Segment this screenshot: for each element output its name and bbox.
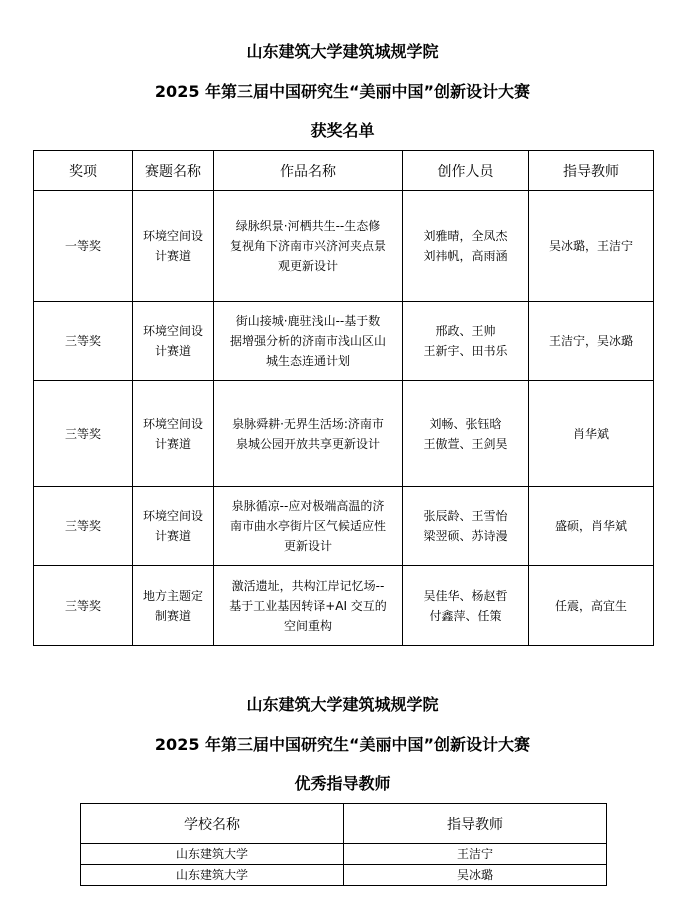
track-line: 环境空间设 [142,229,203,243]
advisor-cell: 肖华斌 [529,381,654,487]
work-line: 城生态连通计划 [265,354,350,368]
track-cell [133,191,214,302]
creators-line: 付鑫萍、任策 [429,608,502,623]
teacher-cell: 吴冰璐 [344,865,607,886]
school-title: 山东建筑大学建筑城规学院 [246,42,439,61]
award-cell: 三等奖 [34,302,133,381]
work-cell [214,566,403,646]
advisor-cell: 吴冰璐，王洁宁 [529,191,654,302]
header-teacher: 指导教师 [344,804,607,844]
creators-line: 吴佳华、杨赵哲 [423,588,508,603]
contest-title-2: 2025 年第三届中国研究生“美丽中国”创新设计大赛 [154,735,531,754]
advisor-table-header [81,804,607,844]
work-line: 空间重构 [283,618,332,633]
work-line: 南市曲水亭街片区气候适应性 [229,519,386,533]
table-row [34,566,654,646]
creators-line: 邢政、王帅 [435,324,496,338]
creators-cell [403,381,529,487]
work-line: 泉脉舜耕·无界生活场:济南市 [232,416,384,431]
work-line: 观更新设计 [277,259,338,273]
work-line: 基于工业基因转译+AI 交互的 [229,598,387,613]
track-cell [133,487,214,566]
award-cell: 三等奖 [34,566,133,646]
school-title-2: 山东建筑大学建筑城规学院 [246,695,439,714]
work-cell [214,302,403,381]
award-cell: 三等奖 [34,381,133,487]
school-cell: 山东建筑大学 [81,865,344,886]
work-cell [214,487,403,566]
advisor-cell: 任震，高宜生 [529,566,654,646]
contest-title: 2025 年第三届中国研究生“美丽中国”创新设计大赛 [154,82,531,101]
advisor-heading: 优秀指导教师 [294,774,391,793]
work-cell [214,191,403,302]
header-school: 学校名称 [81,804,344,844]
work-line: 据增强分析的济南市浅山区山 [229,334,386,348]
table-row [34,302,654,381]
table-row [34,487,654,566]
track-line: 计赛道 [154,249,191,263]
creators-line: 刘雅晴，全凤杰 [423,229,508,243]
advisor-table [80,803,607,886]
school-cell: 山东建筑大学 [81,844,344,865]
table-row [34,381,654,487]
header-award: 奖项 [34,151,133,191]
creators-line: 王新宇、田书乐 [423,344,508,358]
creators-cell [403,487,529,566]
table-row [81,865,607,886]
advisor-cell: 王洁宁，吴冰璐 [529,302,654,381]
table-row [81,844,607,865]
track-line: 环境空间设 [142,416,203,431]
creators-line: 张辰龄、王雪怡 [423,509,508,523]
award-table [33,150,654,646]
award-list-heading: 获奖名单 [310,121,375,140]
header-advisor: 指导教师 [529,151,654,191]
creators-cell [403,566,529,646]
track-line: 制赛道 [154,608,191,623]
track-line: 环境空间设 [142,324,203,338]
creators-line: 王傲萱、王剑昊 [423,436,508,451]
award-cell: 一等奖 [34,191,133,302]
creators-cell [403,191,529,302]
work-line: 绿脉织景·河栖共生--生态修 [235,219,381,233]
track-cell [133,566,214,646]
work-line: 更新设计 [283,539,332,553]
track-cell [133,302,214,381]
header-track: 赛题名称 [133,151,214,191]
header-creators: 创作人员 [403,151,529,191]
track-line: 计赛道 [154,529,191,543]
track-line: 地方主题定 [142,588,203,603]
work-line: 街山接城·鹿驻浅山--基于数 [235,314,381,328]
table-row [34,191,654,302]
work-cell [214,381,403,487]
work-line: 复视角下济南市兴济河夹点景 [229,239,386,253]
track-line: 环境空间设 [142,509,203,523]
track-line: 计赛道 [154,436,191,451]
award-cell: 三等奖 [34,487,133,566]
award-table-header [34,151,654,191]
work-line: 泉城公园开放共享更新设计 [235,436,380,451]
teacher-cell: 王洁宁 [344,844,607,865]
track-line: 计赛道 [154,344,191,358]
creators-line: 刘畅、张钰晗 [429,416,502,431]
creators-line: 梁翌硕、苏诗漫 [423,529,508,543]
creators-cell [403,302,529,381]
work-line: 泉脉循凉--应对极端高温的济 [231,499,385,513]
header-work: 作品名称 [214,151,403,191]
advisor-cell: 盛硕，肖华斌 [529,487,654,566]
track-cell [133,381,214,487]
creators-line: 刘祎帆，高雨涵 [423,249,508,263]
work-line: 激活遗址，共构江岸记忆场-- [231,578,385,593]
